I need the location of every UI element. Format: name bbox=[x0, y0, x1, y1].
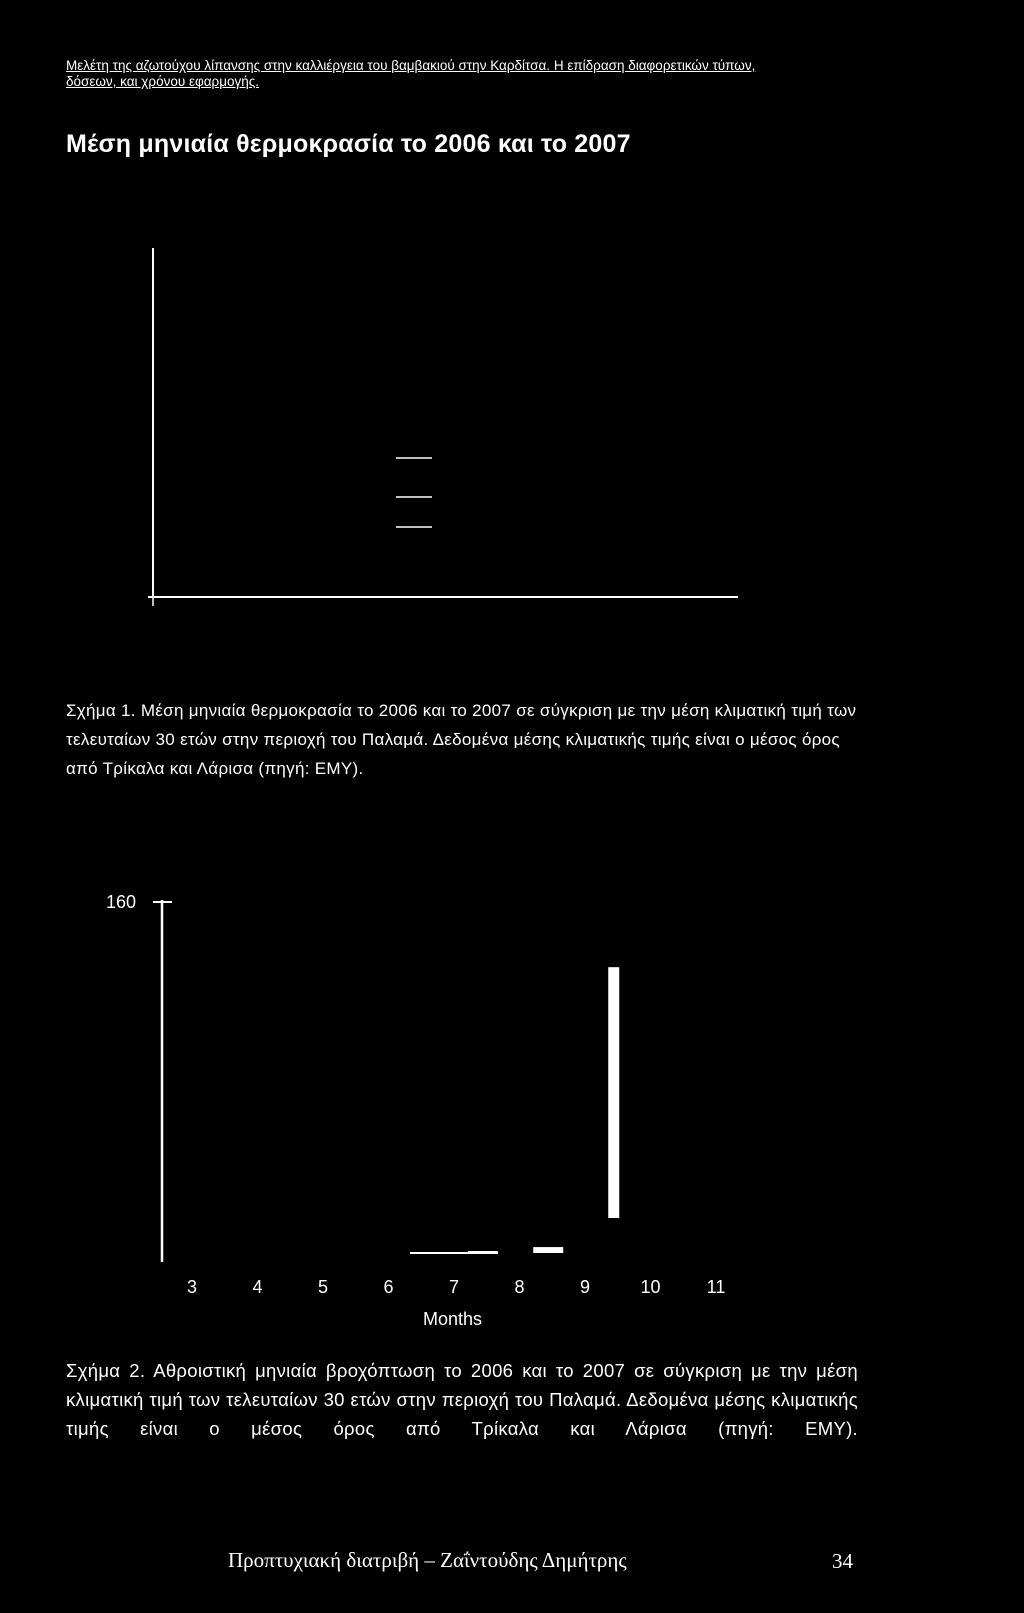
page-number: 34 bbox=[832, 1549, 853, 1573]
running-header-line-1: Μελέτη της αζωτούχου λίπανσης στην καλλιέργεια του βαμβακιού στην Καρδίτσα. Η επίδραση διαφορετικών τύπων, bbox=[66, 58, 756, 73]
figure2-y-tick-label: 160 bbox=[106, 892, 137, 912]
figure2-chart bbox=[106, 892, 725, 1329]
figure2-x-tick-labels bbox=[187, 1277, 725, 1297]
figure2-x-tick-label: 7 bbox=[448, 1277, 460, 1297]
figure2-bars bbox=[410, 967, 619, 1253]
footer-text: Προπτυχιακή διατριβή – Ζαΐντούδης Δημήτρης bbox=[228, 1548, 627, 1572]
figure2-bar bbox=[533, 1247, 563, 1253]
figure2-x-tick-label: 10 bbox=[640, 1277, 661, 1297]
running-header-line-2: δόσεων, και χρόνου εφαρμογής. bbox=[66, 74, 260, 89]
figure2-x-tick-label: 4 bbox=[252, 1277, 263, 1297]
figure2-bar bbox=[608, 967, 619, 1218]
figure1-title: Μέση μηνιαία θερμοκρασία το 2006 και το 2007 bbox=[66, 130, 631, 158]
figure2-caption: Σχήμα 2. Αθροιστική μηνιαία βροχόπτωση το 2006 και το 2007 σε σύγκριση με την μέση κλιματική τιμή των τελευταίων 30 ετών στην περιοχή του Παλαμά. Δεδομένα μέσης κλιματικής τιμής είναι ο μέσος όρος από Τρίκαλα και Λάρισα (πηγή: ΕΜΥ). bbox=[66, 1360, 858, 1439]
figure1-caption: Σχήμα 1. Μέση μηνιαία θερμοκρασία το 2006 και το 2007 σε σύγκριση με την μέση κλιματική τιμή των τελευταίων 30 ετών στην περιοχή του Παλαμά. Δεδομένα μέσης κλιματικής τιμής είναι ο μέσος όρος από Τρίκαλα και Λάρισα (πηγή: ΕΜΥ). bbox=[66, 701, 857, 778]
figure2-x-tick-label: 6 bbox=[383, 1277, 394, 1297]
figure2-x-tick-label: 8 bbox=[514, 1277, 525, 1297]
figure2-x-tick-label: 3 bbox=[186, 1277, 198, 1297]
figure2-x-tick-label: 9 bbox=[579, 1277, 591, 1297]
figure2-x-tick-label: 5 bbox=[317, 1277, 329, 1297]
figure2-x-tick-label: 11 bbox=[706, 1277, 726, 1297]
figure1-legend bbox=[396, 458, 432, 527]
figure1-chart bbox=[148, 248, 738, 606]
figure2-x-axis-title: Months bbox=[423, 1309, 483, 1329]
